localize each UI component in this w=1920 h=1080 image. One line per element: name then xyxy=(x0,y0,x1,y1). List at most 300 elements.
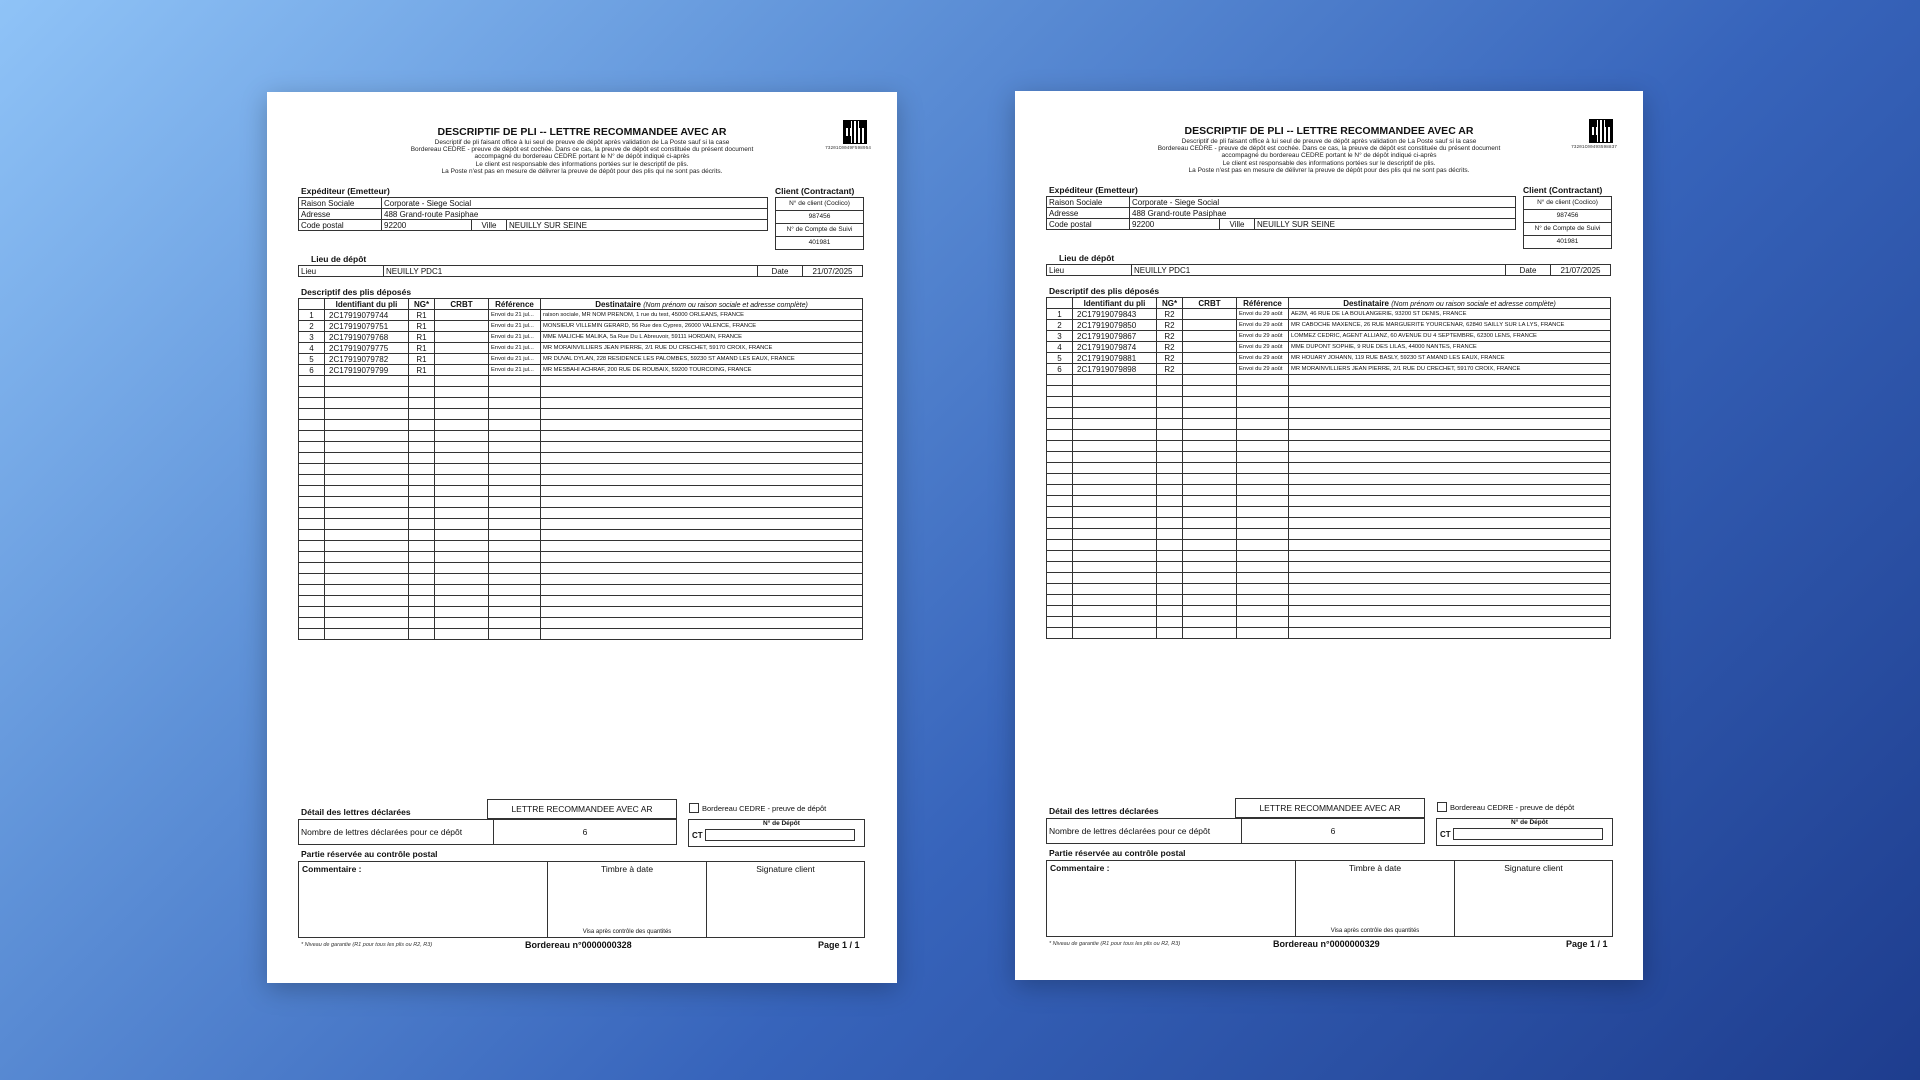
row-destinataire xyxy=(1289,606,1611,617)
row-destinataire xyxy=(1289,562,1611,573)
row-number xyxy=(299,552,325,563)
row-identifier: 2C17919079799 xyxy=(325,365,409,376)
row-ng xyxy=(409,453,435,464)
row-number xyxy=(1047,386,1073,397)
timbre-area: Timbre à date Visa après contrôle des quantités xyxy=(1296,861,1455,936)
row-reference xyxy=(1237,485,1289,496)
row-reference xyxy=(489,453,541,464)
expediteur-table xyxy=(1046,196,1516,230)
row-crbt xyxy=(1183,441,1237,452)
row-crbt xyxy=(435,508,489,519)
row-destinataire xyxy=(1289,419,1611,430)
row-ng xyxy=(1157,562,1183,573)
bordereau-number: Bordereau n°0000000328 xyxy=(525,940,632,950)
row-ng xyxy=(409,585,435,596)
col-dest: Destinataire (Nom prénom ou raison sociale et adresse complète) xyxy=(1289,298,1611,309)
row-ng xyxy=(1157,540,1183,551)
row-destinataire xyxy=(541,409,863,420)
row-destinataire xyxy=(541,453,863,464)
row-crbt xyxy=(435,596,489,607)
timbre-area: Timbre à date Visa après contrôle des quantités xyxy=(548,862,707,937)
label-compte: N° de Compte de Suivi xyxy=(1524,223,1611,236)
detail-type-value: LETTRE RECOMMANDEE AVEC AR xyxy=(1236,799,1425,818)
row-destinataire: MME DUPONT SOPHIE, 9 RUE DES LILAS, 44000 NANTES, FRANCE xyxy=(1289,342,1611,353)
row-identifier xyxy=(1073,595,1157,606)
table-row xyxy=(299,398,863,409)
page-number: Page 1 / 1 xyxy=(818,940,860,950)
row-ng xyxy=(409,596,435,607)
table-row xyxy=(1047,397,1611,408)
row-number xyxy=(299,629,325,640)
descriptif-title: Descriptif des plis déposés xyxy=(1049,286,1160,296)
table-row xyxy=(299,354,863,365)
row-crbt xyxy=(435,530,489,541)
col-ref: Référence xyxy=(1237,298,1289,309)
row-reference xyxy=(1237,397,1289,408)
table-row xyxy=(299,607,863,618)
row-reference xyxy=(489,541,541,552)
row-reference xyxy=(489,409,541,420)
row-destinataire xyxy=(1289,386,1611,397)
row-destinataire xyxy=(541,376,863,387)
row-identifier xyxy=(1073,452,1157,463)
row-ng xyxy=(409,387,435,398)
row-number xyxy=(299,387,325,398)
row-reference xyxy=(489,585,541,596)
row-reference xyxy=(489,398,541,409)
row-ng xyxy=(1157,375,1183,386)
row-ng xyxy=(1157,419,1183,430)
document-title: DESCRIPTIF DE PLI -- LETTRE RECOMMANDEE AVEC AR xyxy=(1184,125,1474,137)
table-row xyxy=(1047,617,1611,628)
row-crbt xyxy=(435,409,489,420)
table-row xyxy=(299,332,863,343)
table-row xyxy=(299,453,863,464)
row-crbt xyxy=(435,629,489,640)
ct-label: CT xyxy=(692,831,703,840)
row-crbt xyxy=(1183,474,1237,485)
row-reference xyxy=(1237,529,1289,540)
row-reference xyxy=(1237,463,1289,474)
row-destinataire xyxy=(541,486,863,497)
row-number xyxy=(1047,595,1073,606)
row-destinataire xyxy=(541,596,863,607)
row-ng xyxy=(1157,584,1183,595)
label-date: Date xyxy=(758,266,803,277)
row-ng xyxy=(1157,485,1183,496)
cedre-option[interactable] xyxy=(1437,802,1574,812)
row-reference xyxy=(1237,507,1289,518)
row-reference xyxy=(489,563,541,574)
row-reference xyxy=(1237,386,1289,397)
row-ng xyxy=(409,563,435,574)
table-row xyxy=(1047,353,1611,364)
table-row xyxy=(1047,529,1611,540)
row-destinataire: MR HOUARY JOHANN, 119 RUE BASLY, 59230 ST AMAND LES EAUX, FRANCE xyxy=(1289,353,1611,364)
row-reference xyxy=(1237,617,1289,628)
date-value: 21/07/2025 xyxy=(803,266,863,277)
row-identifier xyxy=(325,629,409,640)
row-reference: Envoi du 29 août xyxy=(1237,320,1289,331)
row-identifier xyxy=(1073,496,1157,507)
row-destinataire xyxy=(1289,518,1611,529)
row-ng xyxy=(409,508,435,519)
row-ng: R1 xyxy=(409,332,435,343)
row-number xyxy=(1047,452,1073,463)
row-reference xyxy=(1237,441,1289,452)
row-reference xyxy=(1237,496,1289,507)
row-reference xyxy=(489,530,541,541)
table-row xyxy=(1047,331,1611,342)
row-crbt xyxy=(435,354,489,365)
row-identifier xyxy=(1073,540,1157,551)
row-destinataire xyxy=(541,387,863,398)
row-crbt xyxy=(1183,562,1237,573)
document-page-right xyxy=(1015,91,1643,980)
row-reference xyxy=(489,464,541,475)
row-destinataire xyxy=(1289,584,1611,595)
row-destinataire xyxy=(1289,452,1611,463)
row-crbt xyxy=(435,618,489,629)
row-identifier xyxy=(325,574,409,585)
row-crbt xyxy=(1183,485,1237,496)
row-ng xyxy=(1157,430,1183,441)
row-number: 2 xyxy=(299,321,325,332)
row-crbt xyxy=(1183,496,1237,507)
row-number xyxy=(299,530,325,541)
table-row xyxy=(299,563,863,574)
row-number xyxy=(299,519,325,530)
row-identifier xyxy=(325,530,409,541)
row-crbt xyxy=(1183,628,1237,639)
row-identifier xyxy=(325,453,409,464)
table-row xyxy=(299,618,863,629)
row-number xyxy=(299,398,325,409)
row-ng xyxy=(1157,496,1183,507)
row-destinataire xyxy=(541,552,863,563)
row-crbt xyxy=(1183,540,1237,551)
row-ng: R1 xyxy=(409,321,435,332)
ville-value: NEUILLY SUR SEINE xyxy=(507,220,768,231)
row-destinataire xyxy=(541,530,863,541)
row-crbt xyxy=(435,431,489,442)
signature-area[interactable]: Signature client xyxy=(1504,863,1563,873)
table-row xyxy=(1047,309,1611,320)
row-identifier: 2C17919079898 xyxy=(1073,364,1157,375)
row-ng xyxy=(1157,529,1183,540)
table-row xyxy=(1047,628,1611,639)
row-ng xyxy=(409,431,435,442)
row-identifier xyxy=(325,497,409,508)
row-number: 1 xyxy=(299,310,325,321)
row-identifier: 2C17919079874 xyxy=(1073,342,1157,353)
row-ng xyxy=(1157,463,1183,474)
row-ng xyxy=(1157,595,1183,606)
row-ng xyxy=(409,541,435,552)
row-crbt xyxy=(1183,320,1237,331)
row-reference: Envoi du 21 jul... xyxy=(489,354,541,365)
row-destinataire: MONSIEUR VILLEMIN GERARD, 56 Rue des Cypres, 26000 VALENCE, FRANCE xyxy=(541,321,863,332)
row-crbt xyxy=(435,541,489,552)
row-destinataire xyxy=(541,563,863,574)
row-destinataire xyxy=(1289,441,1611,452)
commentaire-area[interactable]: Commentaire : xyxy=(1047,861,1296,936)
partie-title: Partie réservée au contrôle postal xyxy=(301,849,438,859)
row-number xyxy=(1047,529,1073,540)
detail-title: Détail des lettres déclarées xyxy=(1049,806,1159,816)
expediteur-title: Expéditeur (Emetteur) xyxy=(1049,185,1138,195)
row-crbt xyxy=(1183,518,1237,529)
row-crbt xyxy=(435,420,489,431)
client-box xyxy=(1523,196,1612,249)
row-identifier xyxy=(1073,408,1157,419)
row-ng xyxy=(409,497,435,508)
row-crbt xyxy=(1183,331,1237,342)
table-row xyxy=(299,596,863,607)
row-number xyxy=(1047,496,1073,507)
row-reference: Envoi du 29 août xyxy=(1237,353,1289,364)
row-crbt xyxy=(1183,573,1237,584)
row-destinataire xyxy=(1289,430,1611,441)
row-number xyxy=(299,585,325,596)
row-identifier xyxy=(325,508,409,519)
row-reference xyxy=(1237,606,1289,617)
row-destinataire xyxy=(541,618,863,629)
nd-input[interactable] xyxy=(705,829,855,841)
row-reference xyxy=(489,420,541,431)
row-reference xyxy=(1237,408,1289,419)
row-destinataire xyxy=(1289,529,1611,540)
client-box xyxy=(775,197,864,250)
client-no-value: 987456 xyxy=(776,211,863,224)
row-number xyxy=(1047,485,1073,496)
row-reference xyxy=(489,574,541,585)
row-reference xyxy=(1237,584,1289,595)
row-ng xyxy=(1157,628,1183,639)
ct-label: CT xyxy=(1440,830,1451,839)
row-identifier xyxy=(325,607,409,618)
cp-value: 92200 xyxy=(1130,219,1220,230)
cedre-checkbox[interactable] xyxy=(1437,802,1447,812)
raison-value: Corporate - Siege Social xyxy=(1130,197,1516,208)
col-ident: Identifiant du pli xyxy=(325,299,409,310)
row-number xyxy=(299,464,325,475)
row-number xyxy=(1047,397,1073,408)
col-dest: Destinataire (Nom prénom ou raison sociale et adresse complète) xyxy=(541,299,863,310)
lieu-title: Lieu de dépôt xyxy=(1059,253,1115,263)
row-destinataire: MR CABOCHE MAXENCE, 26 RUE MARGUERITE YOURCENAR, 62840 SAILLY SUR LA LYS, FRANCE xyxy=(1289,320,1611,331)
intro-text: Descriptif de pli faisant office à lui seul de preuve de dépôt après validation de La Poste sauf si la case Bordereau CEDRE - preuve de dépôt est cochée. Dans ce cas, la preuve de dépôt est constituée du présent document accompagné du bordereau CEDRE portant le N° de dépôt indiqué ci-après Le client est responsable des informations portées sur le descriptif de plis. La Poste n'est pas en mesure de délivrer la preuve de dépôt pour des plis qui ne sont pas décrits. xyxy=(1157,138,1501,174)
row-identifier xyxy=(1073,430,1157,441)
row-ng xyxy=(1157,474,1183,485)
col-ref: Référence xyxy=(489,299,541,310)
row-crbt xyxy=(1183,606,1237,617)
footnote: * Niveau de garantie (R1 pour tous les plis ou R2, R3) xyxy=(1049,941,1181,947)
row-crbt xyxy=(435,365,489,376)
row-destinataire xyxy=(1289,474,1611,485)
row-destinataire xyxy=(1289,463,1611,474)
row-ng xyxy=(1157,507,1183,518)
row-crbt xyxy=(435,321,489,332)
row-number xyxy=(299,475,325,486)
row-number: 6 xyxy=(299,365,325,376)
row-crbt xyxy=(1183,353,1237,364)
intro-text: Descriptif de pli faisant office à lui seul de preuve de dépôt après validation de La Poste sauf si la case Bordereau CEDRE - preuve de dépôt est cochée. Dans ce cas, la preuve de dépôt est constituée du présent document accompagné du bordereau CEDRE portant le N° de dépôt indiqué ci-après Le client est responsable des informations portées sur le descriptif de plis. La Poste n'est pas en mesure de délivrer la preuve de dépôt pour des plis qui ne sont pas décrits. xyxy=(410,139,754,175)
row-reference: Envoi du 29 août xyxy=(1237,331,1289,342)
row-destinataire xyxy=(1289,617,1611,628)
row-number xyxy=(1047,430,1073,441)
row-crbt xyxy=(435,585,489,596)
table-row xyxy=(299,365,863,376)
row-crbt xyxy=(1183,617,1237,628)
date-value: 21/07/2025 xyxy=(1551,265,1611,276)
label-ville: Ville xyxy=(472,220,507,231)
table-row xyxy=(299,310,863,321)
row-ng: R2 xyxy=(1157,309,1183,320)
row-identifier xyxy=(1073,628,1157,639)
row-destinataire: MR MESBAHI ACHRAF, 200 RUE DE ROUBAIX, 59200 TOURCOING, FRANCE xyxy=(541,365,863,376)
cedre-label: Bordereau CEDRE - preuve de dépôt xyxy=(702,803,827,813)
row-ng: R2 xyxy=(1157,342,1183,353)
table-row xyxy=(299,464,863,475)
row-ng xyxy=(1157,441,1183,452)
row-destinataire xyxy=(541,464,863,475)
col-ng: NG* xyxy=(409,299,435,310)
row-identifier xyxy=(325,585,409,596)
table-row xyxy=(1047,408,1611,419)
row-reference xyxy=(489,629,541,640)
row-reference xyxy=(1237,551,1289,562)
row-number xyxy=(299,618,325,629)
row-number xyxy=(1047,606,1073,617)
row-reference xyxy=(1237,452,1289,463)
commentaire-area[interactable]: Commentaire : xyxy=(299,862,548,937)
signature-area[interactable]: Signature client xyxy=(756,864,815,874)
row-identifier: 2C17919079843 xyxy=(1073,309,1157,320)
row-crbt xyxy=(1183,408,1237,419)
cedre-option[interactable] xyxy=(689,803,826,813)
row-identifier xyxy=(1073,441,1157,452)
row-number xyxy=(299,409,325,420)
row-destinataire xyxy=(541,398,863,409)
row-crbt xyxy=(435,387,489,398)
table-row xyxy=(1047,485,1611,496)
table-row xyxy=(299,475,863,486)
table-row xyxy=(1047,496,1611,507)
row-reference xyxy=(1237,430,1289,441)
row-ng xyxy=(409,618,435,629)
table-row xyxy=(1047,452,1611,463)
row-crbt xyxy=(435,519,489,530)
row-crbt xyxy=(435,442,489,453)
row-number: 2 xyxy=(1047,320,1073,331)
partie-title: Partie réservée au contrôle postal xyxy=(1049,848,1186,858)
row-number xyxy=(1047,573,1073,584)
row-reference: Envoi du 21 jul... xyxy=(489,343,541,354)
row-ng: R1 xyxy=(409,310,435,321)
row-reference: Envoi du 29 août xyxy=(1237,342,1289,353)
table-row xyxy=(1047,419,1611,430)
row-number: 5 xyxy=(1047,353,1073,364)
row-ng xyxy=(409,629,435,640)
table-row xyxy=(1047,507,1611,518)
table-row xyxy=(1047,551,1611,562)
row-destinataire xyxy=(1289,507,1611,518)
cedre-checkbox[interactable] xyxy=(689,803,699,813)
row-number: 4 xyxy=(1047,342,1073,353)
row-reference: Envoi du 29 août xyxy=(1237,364,1289,375)
row-number xyxy=(299,596,325,607)
row-reference: Envoi du 21 jul... xyxy=(489,332,541,343)
ville-value: NEUILLY SUR SEINE xyxy=(1255,219,1516,230)
row-identifier xyxy=(1073,463,1157,474)
table-row xyxy=(299,519,863,530)
detail-type-table xyxy=(487,799,677,819)
row-identifier xyxy=(1073,584,1157,595)
table-row xyxy=(1047,441,1611,452)
lieu-value: NEUILLY PDC1 xyxy=(384,266,758,277)
row-crbt xyxy=(1183,419,1237,430)
table-row xyxy=(1047,606,1611,617)
row-reference xyxy=(1237,540,1289,551)
row-reference xyxy=(1237,595,1289,606)
row-reference xyxy=(489,376,541,387)
plis-table xyxy=(298,298,863,640)
row-number xyxy=(1047,628,1073,639)
row-identifier xyxy=(1073,606,1157,617)
row-ng: R1 xyxy=(409,343,435,354)
row-reference xyxy=(489,387,541,398)
row-number: 5 xyxy=(299,354,325,365)
row-crbt xyxy=(435,574,489,585)
table-row xyxy=(1047,375,1611,386)
row-ng xyxy=(1157,551,1183,562)
row-destinataire xyxy=(541,420,863,431)
row-ng xyxy=(409,398,435,409)
row-destinataire xyxy=(541,629,863,640)
table-row xyxy=(1047,364,1611,375)
row-identifier xyxy=(325,541,409,552)
row-ng xyxy=(409,442,435,453)
nombre-value: 6 xyxy=(1242,819,1425,844)
row-reference xyxy=(489,607,541,618)
row-reference xyxy=(489,442,541,453)
row-number: 4 xyxy=(299,343,325,354)
row-crbt xyxy=(1183,551,1237,562)
row-reference xyxy=(1237,518,1289,529)
table-row xyxy=(1047,474,1611,485)
table-row xyxy=(299,541,863,552)
table-row xyxy=(299,387,863,398)
table-row xyxy=(1047,320,1611,331)
nd-input[interactable] xyxy=(1453,828,1603,840)
row-identifier xyxy=(1073,397,1157,408)
table-row xyxy=(1047,518,1611,529)
row-number xyxy=(1047,474,1073,485)
row-identifier xyxy=(1073,419,1157,430)
label-cp: Code postal xyxy=(1047,219,1130,230)
row-destinataire xyxy=(541,574,863,585)
lieu-title: Lieu de dépôt xyxy=(311,254,367,264)
row-destinataire xyxy=(1289,540,1611,551)
label-date: Date xyxy=(1506,265,1551,276)
row-reference: Envoi du 21 jul... xyxy=(489,365,541,376)
row-number: 1 xyxy=(1047,309,1073,320)
controle-postal-box xyxy=(1046,860,1613,937)
row-identifier xyxy=(325,387,409,398)
row-number xyxy=(299,541,325,552)
row-crbt xyxy=(1183,584,1237,595)
